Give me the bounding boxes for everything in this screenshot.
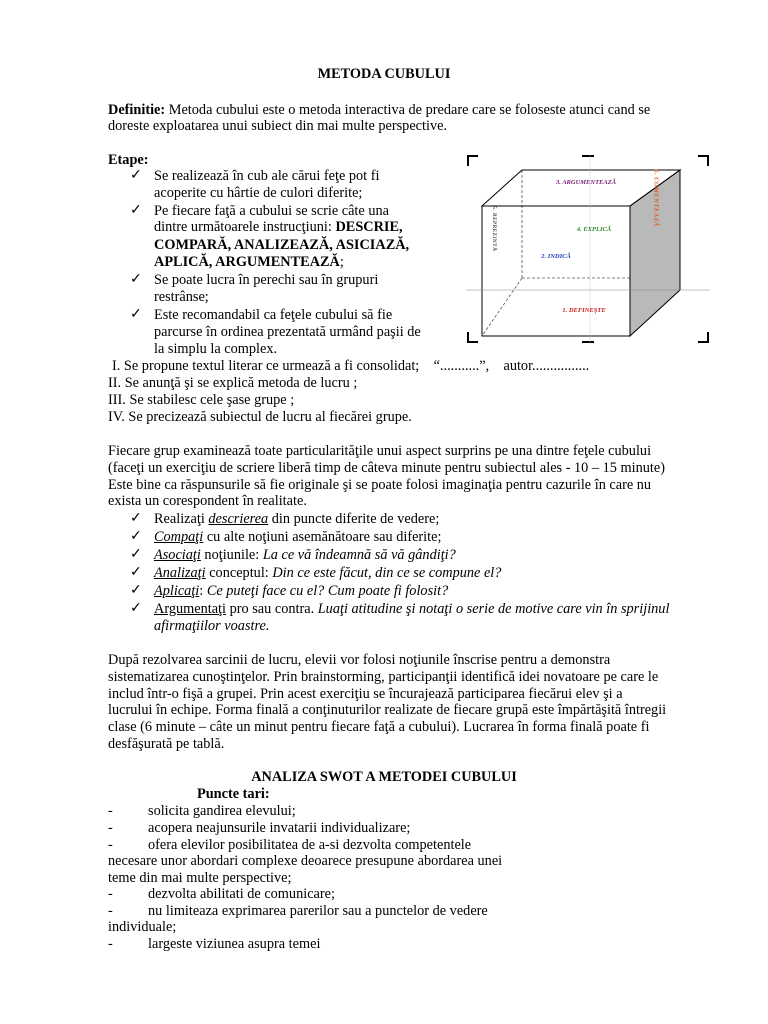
- etape-instr-line: APLICĂ, ARGUMENTEAZĂ;: [154, 254, 344, 270]
- etape-item-cont: la simplu la complex.: [154, 341, 278, 357]
- para1-line: Fiecare grup examinează toate particularităţile unui aspect surprins pe una dintre feţele cubului: [108, 443, 652, 459]
- cube-label-top: 3. ARGUMENTEAZĂ: [555, 179, 617, 186]
- swot-item: largeste viziunea asupra temei: [148, 936, 321, 952]
- task-item-argue-cont: afirmaţiilor voastre.: [154, 618, 270, 634]
- step-1: I. Se propune textul literar ce urmează a fi consolidat; “...........”, autor................: [112, 358, 590, 374]
- swot-item: ofera elevilor posibilitatea de a-si dezvolta competentele: [148, 837, 472, 853]
- checkmark-icon: ✓: [130, 529, 142, 544]
- swot-item: acopera neajunsurile invatarii individualizare;: [148, 820, 411, 836]
- swot-title: ANALIZA SWOT A METODEI CUBULUI: [251, 769, 517, 785]
- swot-subtitle: Puncte tari:: [197, 786, 270, 802]
- checkmark-icon: ✓: [130, 272, 142, 287]
- para1-line: Este bine ca răspunsurile să fie originale şi se poate folosi imaginaţia pentru cazurile în care nu: [108, 477, 652, 493]
- definition-label: Definitie:: [108, 102, 166, 118]
- swot-item-cont: individuale;: [108, 919, 177, 935]
- para2-line: lucrului în echipe. Forma finală a conţinuturilor realizate de fiecare grupă este împărtăşită întregii: [108, 702, 667, 718]
- para2-line: desfăşurată pe tablă.: [108, 736, 225, 752]
- etape-item-cont: restrânse;: [154, 289, 209, 305]
- task-item-apply: Aplicaţi: Ce puteţi face cu el? Cum poate fi folosit?: [154, 583, 449, 599]
- task-item-argue: Argumentaţi pro sau contra. Luaţi atitudine şi notaţi o serie de motive care vin în sprijinul: [154, 601, 670, 617]
- swot-item-cont: teme din mai multe perspective;: [108, 870, 292, 886]
- etape-item: Este recomandabil ca feţele cubului să fie: [154, 307, 393, 323]
- dash-bullet: -: [108, 820, 113, 836]
- para2-line: includ într-o fişă a grupei. Prin acest exerciţiu se încurajează participarea fiecărui elev şi a: [108, 686, 623, 702]
- step-4: IV. Se precizează subiectul de lucru al fiecărei grupe.: [108, 409, 412, 425]
- etape-item-cont: acoperite cu hârtie de culori diferite;: [154, 185, 363, 201]
- para2-line: clase (6 minute – câte un minut pentru fiecare faţă a cubului). Lucrarea în forma finală poate fi: [108, 719, 650, 735]
- etape-item-cont: dintre următoarele instrucţiuni: DESCRIE,: [154, 219, 403, 235]
- task-item-associate: Asociaţi noţiunile: La ce vă îndeamnă să vă gândiţi?: [154, 547, 456, 563]
- swot-item-cont: necesare unor abordari complexe deoarece presupune abordarea unei: [108, 853, 503, 869]
- checkmark-icon: ✓: [130, 583, 142, 598]
- etape-label: Etape:: [108, 152, 149, 168]
- step-2: II. Se anunţă şi se explică metoda de lucru ;: [108, 375, 358, 391]
- dash-bullet: -: [108, 886, 113, 902]
- checkmark-icon: ✓: [130, 565, 142, 580]
- swot-item: dezvolta abilitati de comunicare;: [148, 886, 335, 902]
- checkmark-icon: ✓: [130, 168, 142, 183]
- checkmark-icon: ✓: [130, 601, 142, 616]
- cube-label-inner: 2. INDICĂ: [541, 253, 571, 260]
- definition-line-2: doreste exploatarea unui subiect din mai multe perspective.: [108, 118, 448, 134]
- dash-bullet: -: [108, 936, 113, 952]
- task-item-analyze: Analizaţi conceptul: Din ce este făcut, din ce se compune el?: [154, 565, 502, 581]
- etape-item-cont: parcurse în ordinea prezentată urmând paşii de: [154, 324, 421, 340]
- checkmark-icon: ✓: [130, 547, 142, 562]
- cube-label-middle: 4. EXPLICĂ: [576, 226, 612, 233]
- page-title: METODA CUBULUI: [317, 66, 451, 82]
- etape-instr-line: COMPARĂ, ANALIZEAZĂ, ASICIAZĂ,: [154, 237, 410, 253]
- dash-bullet: -: [108, 803, 113, 819]
- dash-bullet: -: [108, 837, 113, 853]
- swot-item: solicita gandirea elevului;: [148, 803, 296, 819]
- etape-item: Pe fiecare faţă a cubului se scrie câte una: [154, 203, 389, 219]
- etape-item: Se poate lucra în perechi sau în grupuri: [154, 272, 379, 288]
- cube-label-front: 1. DEFINEŞTE: [562, 307, 606, 314]
- para2-line: După rezolvarea sarcinii de lucru, elevii vor folosi noţiunile înscrise pentru a demonstra: [108, 652, 611, 668]
- task-item-describe: Realizaţi descrierea din puncte diferite de vedere;: [154, 511, 440, 527]
- etape-item: Se realizează în cub ale cărui feţe pot fi: [154, 168, 380, 184]
- cube-figure: [466, 154, 710, 344]
- checkmark-icon: ✓: [130, 307, 142, 322]
- dash-bullet: -: [108, 903, 113, 919]
- checkmark-icon: ✓: [130, 203, 142, 218]
- para2-line: sistematizarea cunoştinţelor. Prin brainstorming, participanţii identifică idei novatoare pe care le: [108, 669, 659, 685]
- cube-label-right: 6. COMENTEAZĂ: [652, 169, 660, 227]
- definition-line-1: Definitie: Metoda cubului este o metoda interactiva de predare care se foloseste atunci cand se: [108, 102, 651, 118]
- para1-line: (faceţi un exerciţiu de scriere liberă timp de câteva minute pentru subiectul ales - 10 – 15 minute): [108, 460, 665, 476]
- step-3: III. Se stabilesc cele şase grupe ;: [108, 392, 295, 408]
- swot-item: nu limiteaza exprimarea parerilor sau a punctelor de vedere: [148, 903, 488, 919]
- para1-line: exista un corespondent în realitate.: [108, 493, 307, 509]
- task-item-compare: Compaţi cu alte noţiuni asemănătoare sau diferite;: [154, 529, 442, 545]
- cube-label-left: 5. REPREZINTĂ: [491, 206, 497, 252]
- checkmark-icon: ✓: [130, 511, 142, 526]
